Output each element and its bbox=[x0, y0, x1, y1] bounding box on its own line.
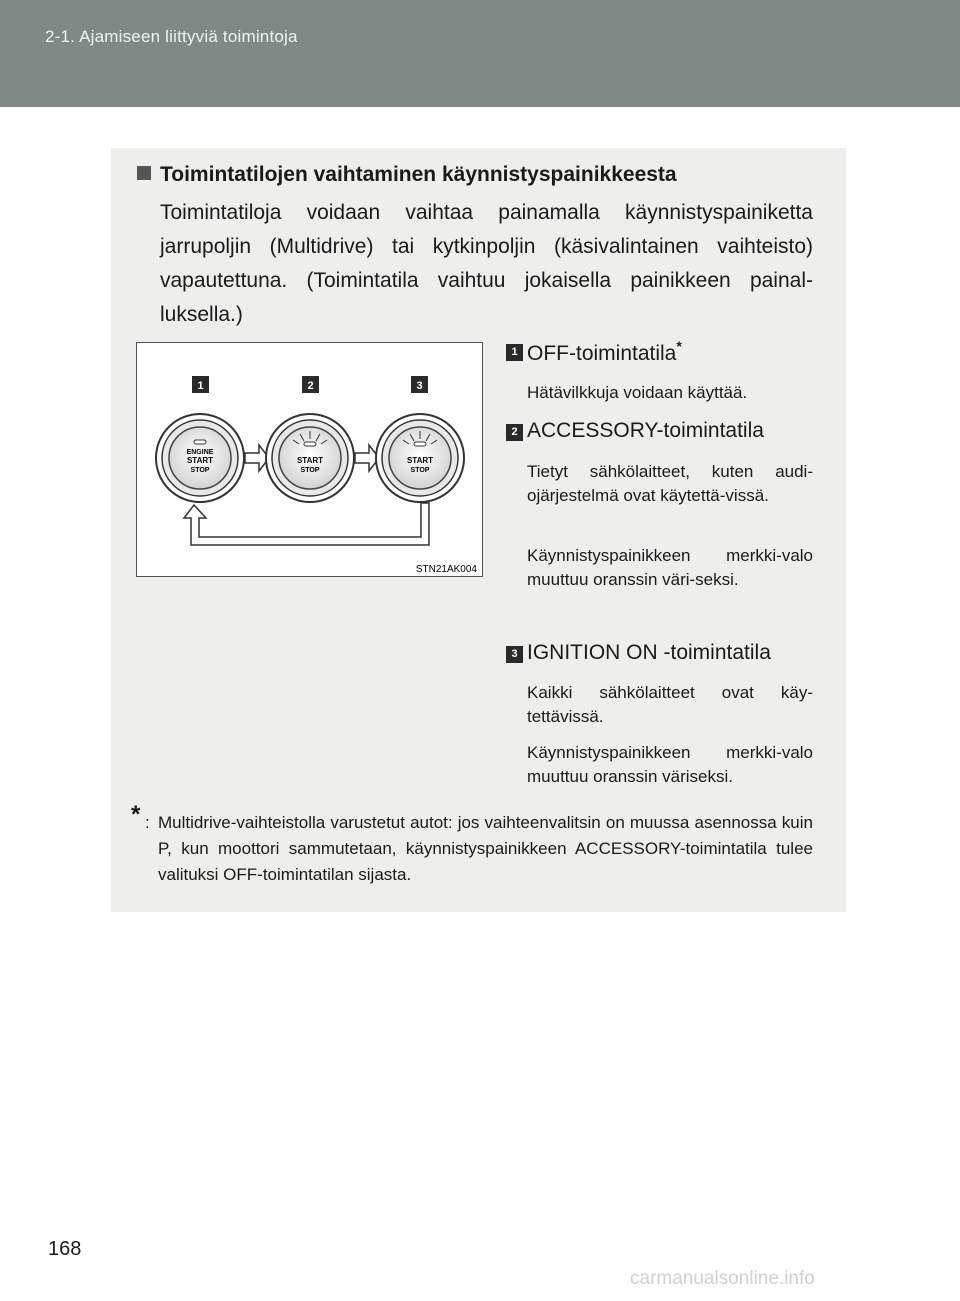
button3-line1: START bbox=[406, 456, 434, 465]
footnote-asterisk: * bbox=[131, 801, 141, 828]
mode-desc-ignition-on-1: Kaikki sähkölaitteet ovat käy-tettävissä. bbox=[527, 683, 813, 726]
button1-line3: STOP bbox=[190, 467, 210, 474]
button3-line2: STOP bbox=[410, 467, 430, 474]
page-header bbox=[0, 0, 960, 107]
svg-text:1: 1 bbox=[197, 380, 204, 392]
watermark: carmanualsonline.info bbox=[630, 1268, 815, 1289]
mode-number-badge: 2 bbox=[506, 424, 523, 441]
illustration-svg bbox=[137, 343, 484, 578]
mode-desc-ignition-on-2: Käynnistyspainikkeen merkki-valo muuttuu oranssin väriseksi. bbox=[527, 743, 813, 786]
square-bullet-icon bbox=[137, 166, 151, 180]
start-stop-button-ignition-on bbox=[376, 414, 464, 502]
start-button-illustration bbox=[136, 342, 483, 577]
footnote-colon: : bbox=[145, 813, 150, 832]
chapter-title: 2-1. Ajamiseen liittyviä toimintoja bbox=[45, 27, 298, 46]
section-title-text: Toimintatilojen vaihtaminen käynnistyspainikkeesta bbox=[160, 163, 677, 186]
svg-text:2: 2 bbox=[307, 380, 314, 392]
mode-desc-accessory-1: Tietyt sähkölaitteet, kuten audi-ojärjestelmä ovat käytettä-vissä. bbox=[527, 462, 813, 505]
button1-line2: START bbox=[186, 456, 214, 465]
asterisk-mark: * bbox=[676, 338, 682, 354]
start-stop-button-off bbox=[156, 414, 244, 502]
mode-label-ignition-on: IGNITION ON -toimintatila bbox=[527, 641, 771, 664]
svg-text:3: 3 bbox=[416, 380, 423, 392]
button2-line2: STOP bbox=[300, 467, 320, 474]
page-number: 168 bbox=[48, 1238, 82, 1260]
mode-label-accessory: ACCESSORY-toimintatila bbox=[527, 419, 764, 442]
mode-desc-accessory-2: Käynnistyspainikkeen merkki-valo muuttuu oranssin väri-seksi. bbox=[527, 546, 813, 589]
mode-label-off: OFF-toimintatila bbox=[527, 342, 677, 365]
mode-number-badge: 1 bbox=[506, 344, 523, 361]
return-arrow-icon bbox=[184, 503, 429, 545]
button1-line1: ENGINE bbox=[186, 449, 214, 456]
button2-line1: START bbox=[296, 456, 324, 465]
figure-label-2 bbox=[302, 376, 319, 393]
footnote-text: Multidrive-vaihteistolla varustetut autot: jos vaihteenvalitsin on muussa asennossa kuin P, kun moottori sammutetaan, käynnistyspainikkeen ACCESSORY-toimintatila tulee valituksi OFF-toimintatilan sijasta. bbox=[158, 813, 813, 884]
figure-label-3 bbox=[411, 376, 428, 393]
figure-code: STN21AK004 bbox=[415, 564, 477, 575]
figure-label-1 bbox=[192, 376, 209, 393]
intro-paragraph: Toimintatiloja voidaan vaihtaa painamalla käynnistyspainiketta jarrupoljin (Multidrive) tai kytkinpoljin (käsivalintainen vaihteisto) vapautettuna. (Toimintatila vaihtuu jokaisella painikkeen painal-luksella.) bbox=[160, 201, 813, 326]
mode-desc-off-1: Hätävilkkuja voidaan käyttää. bbox=[527, 383, 748, 402]
start-stop-button-accessory bbox=[266, 414, 354, 502]
section-title bbox=[137, 163, 827, 187]
mode-number-badge: 3 bbox=[506, 646, 523, 663]
